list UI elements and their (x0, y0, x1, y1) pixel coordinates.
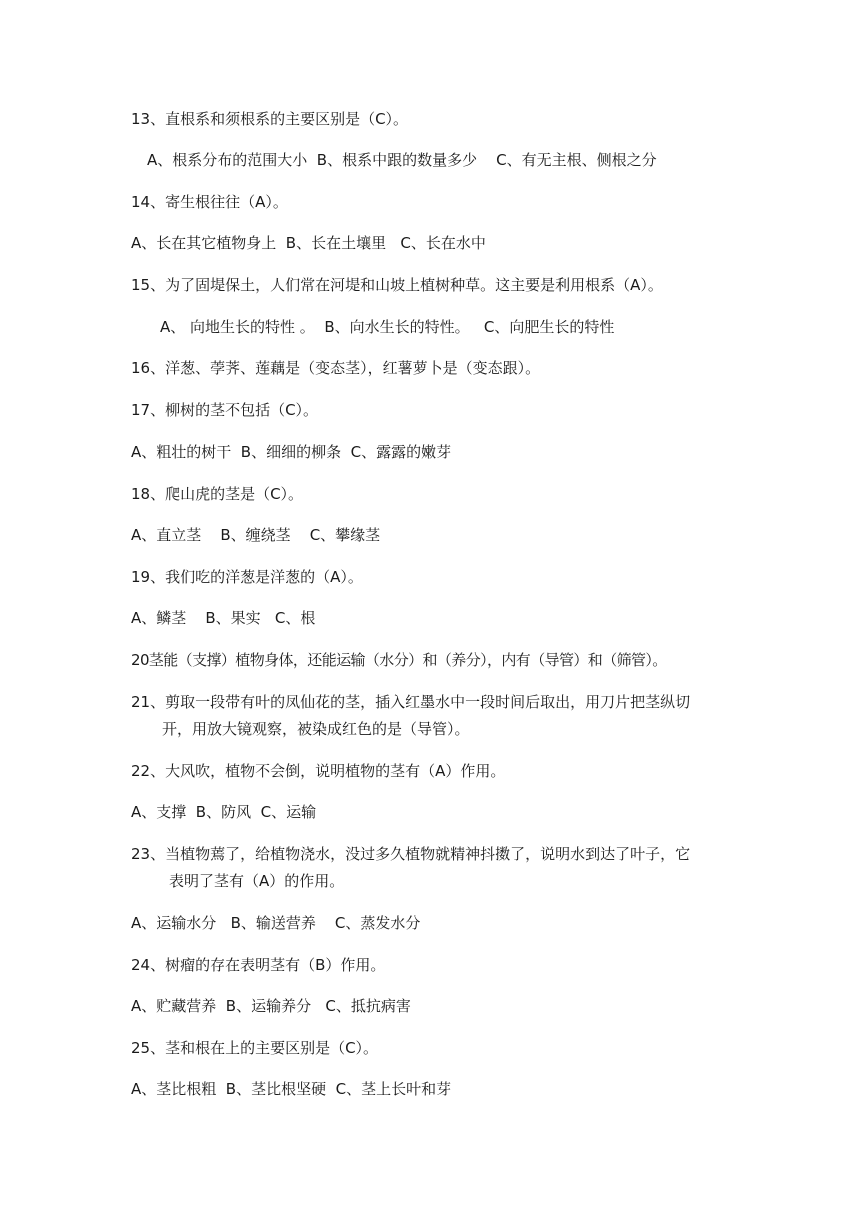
question-18: 18、爬山虎的茎是（C）。 (131, 485, 304, 503)
question-13: 13、直根系和须根系的主要区别是（C）。 (131, 110, 409, 128)
question-15: 15、为了固堤保土，人们常在河堤和山坡上植树种草。这主要是利用根系（A）。 (131, 276, 663, 294)
options-13: A、根系分布的范围大小 B、根系中跟的数量多少 C、有无主根、侧根之分 (147, 151, 657, 169)
options-17: A、粗壮的树干 B、细细的柳条 C、露露的嫩芽 (131, 443, 452, 461)
options-15: A、 向地生长的特性 。 B、向水生长的特性。 C、向肥生长的特性 (160, 318, 615, 336)
question-14: 14、寄生根往往（A）。 (131, 193, 288, 211)
options-23: A、运输水分 B、输送营养 C、蒸发水分 (131, 914, 421, 932)
question-23-line-1: 23、当植物蔫了，给植物浇水，没过多久植物就精神抖擞了，说明水到达了叶子，它 (131, 845, 691, 863)
question-19: 19、我们吃的洋葱是洋葱的（A）。 (131, 568, 363, 586)
question-22: 22、大风吹，植物不会倒，说明植物的茎有（A）作用。 (131, 762, 506, 780)
question-20: 20茎能（支撑）植物身体，还能运输（水分）和（养分），内有（导管）和（筛管）。 (131, 651, 667, 669)
question-23-line-2: 表明了茎有（A）的作用。 (169, 872, 345, 890)
options-25: A、茎比根粗 B、茎比根坚硬 C、茎上长叶和芽 (131, 1080, 452, 1098)
question-17: 17、柳树的茎不包括（C）。 (131, 401, 319, 419)
options-18: A、直立茎 B、缠绕茎 C、攀缘茎 (131, 526, 381, 544)
question-24: 24、树瘤的存在表明茎有（B）作用。 (131, 956, 386, 974)
question-21-line-2: 开，用放大镜观察，被染成红色的是（导管）。 (162, 720, 470, 738)
options-22: A、支撑 B、防风 C、运输 (131, 803, 317, 821)
options-19: A、鳞茎 B、果实 C、根 (131, 609, 316, 627)
options-24: A、贮藏营养 B、运输养分 C、抵抗病害 (131, 997, 411, 1015)
question-25: 25、茎和根在上的主要区别是（C）。 (131, 1039, 379, 1057)
options-14: A、长在其它植物身上 B、长在土壤里 C、长在水中 (131, 234, 486, 252)
question-16: 16、洋葱、荸荠、莲藕是（变态茎），红薯萝卜是（变态跟）。 (131, 359, 541, 377)
question-21-line-1: 21、剪取一段带有叶的凤仙花的茎，插入红墨水中一段时间后取出，用刀片把茎纵切 (131, 693, 691, 711)
